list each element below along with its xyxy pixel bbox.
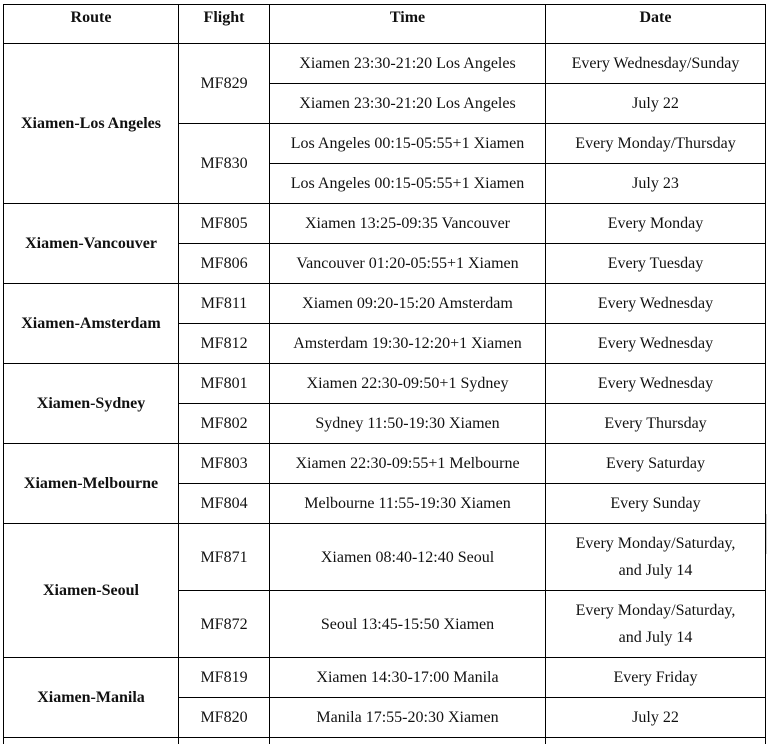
date-line: Every Monday/Saturday, (575, 602, 736, 619)
flight-cell: MF803 (179, 444, 270, 484)
flight-cell: MF872 (179, 591, 270, 658)
empty-cell (270, 738, 546, 744)
date-cell: July 22 (546, 84, 766, 124)
flight-cell: MF805 (179, 204, 270, 244)
header-time: Time (270, 5, 546, 44)
time-cell: Xiamen 23:30-21:20 Los Angeles (270, 84, 546, 124)
flight-schedule-table (3, 4, 766, 744)
time-cell: Manila 17:55-20:30 Xiamen (270, 698, 546, 738)
date-cell (546, 524, 766, 591)
time-cell: Xiamen 22:30-09:55+1 Melbourne (270, 444, 546, 484)
route-cell: Xiamen-Los Angeles (4, 44, 179, 204)
date-cell: July 23 (546, 164, 766, 204)
header-date: Date (546, 5, 766, 44)
time-cell: Los Angeles 00:15-05:55+1 Xiamen (270, 124, 546, 164)
date-cell: July 22 (546, 698, 766, 738)
time-cell: Los Angeles 00:15-05:55+1 Xiamen (270, 164, 546, 204)
date-cell: Every Monday/Thursday (546, 124, 766, 164)
date-cell: Every Wednesday (546, 284, 766, 324)
time-cell: Xiamen 09:20-15:20 Amsterdam (270, 284, 546, 324)
date-cell (546, 591, 766, 658)
date-cell: Every Sunday (546, 484, 766, 524)
table-row (4, 658, 766, 698)
table-row (4, 444, 766, 484)
time-cell: Melbourne 11:55-19:30 Xiamen (270, 484, 546, 524)
date-line: and July 14 (618, 562, 693, 579)
date-line: Every Monday/Saturday, (575, 535, 736, 552)
time-cell: Xiamen 23:30-21:20 Los Angeles (270, 44, 546, 84)
date-cell: Every Friday (546, 658, 766, 698)
time-cell: Xiamen 22:30-09:50+1 Sydney (270, 364, 546, 404)
header-row (4, 5, 766, 44)
table-row (4, 524, 766, 591)
flight-cell: MF820 (179, 698, 270, 738)
time-cell: Seoul 13:45-15:50 Xiamen (270, 591, 546, 658)
date-cell: Every Saturday (546, 444, 766, 484)
time-cell: Xiamen 14:30-17:00 Manila (270, 658, 546, 698)
header-route: Route (4, 5, 179, 44)
time-cell: Vancouver 01:20-05:55+1 Xiamen (270, 244, 546, 284)
flight-cell: MF802 (179, 404, 270, 444)
route-cell: Xiamen-Seoul (4, 524, 179, 658)
page-edge-divider (766, 514, 771, 554)
empty-cell (4, 738, 179, 744)
flight-cell: MF811 (179, 284, 270, 324)
route-cell: Xiamen-Amsterdam (4, 284, 179, 364)
flight-cell: MF830 (179, 124, 270, 204)
date-line: and July 14 (618, 629, 693, 646)
flight-cell: MF804 (179, 484, 270, 524)
table-row (4, 204, 766, 244)
table-row (4, 44, 766, 84)
table-row-partial (4, 738, 766, 744)
flight-cell: MF819 (179, 658, 270, 698)
flight-cell: MF812 (179, 324, 270, 364)
date-cell: Every Tuesday (546, 244, 766, 284)
date-cell: Every Monday (546, 204, 766, 244)
date-cell: Every Wednesday (546, 364, 766, 404)
flight-cell: MF829 (179, 44, 270, 124)
time-cell: Sydney 11:50-19:30 Xiamen (270, 404, 546, 444)
time-cell: Xiamen 08:40-12:40 Seoul (270, 524, 546, 591)
flight-cell: MF871 (179, 524, 270, 591)
route-cell: Xiamen-Melbourne (4, 444, 179, 524)
flight-cell: MF806 (179, 244, 270, 284)
date-cell: Every Wednesday/Sunday (546, 44, 766, 84)
time-cell: Amsterdam 19:30-12:20+1 Xiamen (270, 324, 546, 364)
header-flight: Flight (179, 5, 270, 44)
table-row (4, 284, 766, 324)
empty-cell (546, 738, 766, 744)
table-row (4, 364, 766, 404)
date-cell: Every Wednesday (546, 324, 766, 364)
time-cell: Xiamen 13:25-09:35 Vancouver (270, 204, 546, 244)
empty-cell (179, 738, 270, 744)
flight-cell: MF801 (179, 364, 270, 404)
route-cell: Xiamen-Manila (4, 658, 179, 738)
date-cell: Every Thursday (546, 404, 766, 444)
route-cell: Xiamen-Sydney (4, 364, 179, 444)
route-cell: Xiamen-Vancouver (4, 204, 179, 284)
